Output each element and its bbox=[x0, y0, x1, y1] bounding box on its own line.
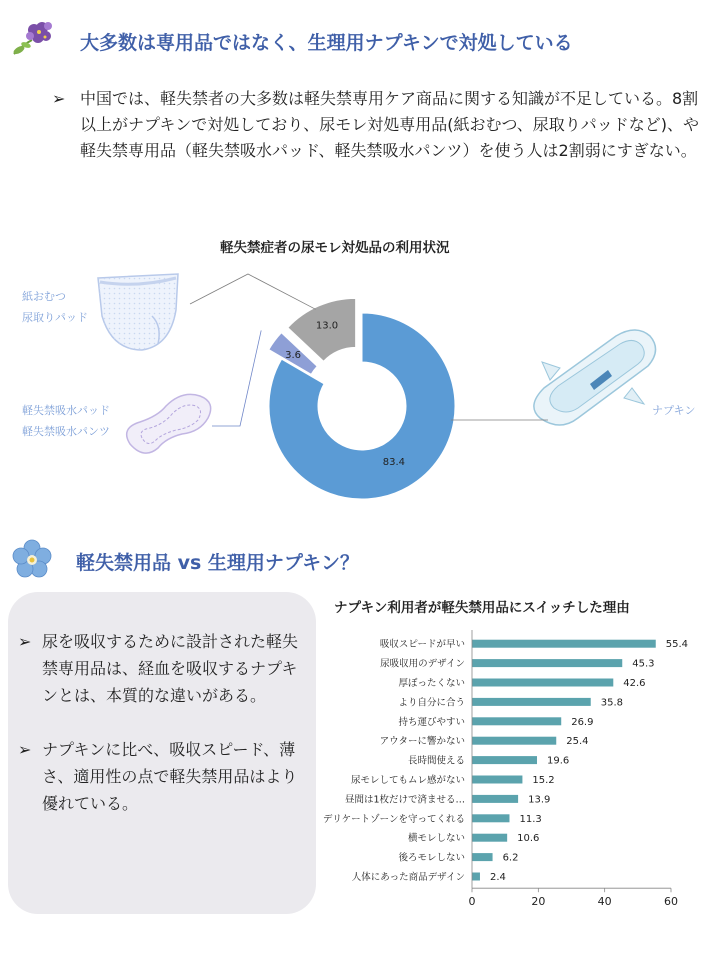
blue-flower-icon bbox=[10, 538, 54, 582]
diaper-label-line2: 尿取りパッド bbox=[22, 311, 88, 324]
incontinence-pad-label-line1: 軽失禁吸水パッド bbox=[22, 404, 110, 417]
bar bbox=[472, 776, 522, 784]
comparison-bullet-text: 尿を吸収するために設計された軽失禁専用品は、経血を吸収するナプキンとは、本質的な違いがある。 bbox=[42, 632, 299, 705]
bullet-marker: ➢ bbox=[18, 740, 32, 759]
napkin-label: ナプキン bbox=[652, 404, 696, 417]
bar-category-label: 横モレしない bbox=[407, 833, 465, 845]
donut-slice-napkin bbox=[269, 313, 455, 499]
leader-line-diaper bbox=[190, 274, 316, 309]
bar-value-label: 15.2 bbox=[532, 775, 555, 786]
bar-category-label: 尿モレしてもムレ感がない bbox=[350, 775, 465, 786]
bar-value-label: 2.4 bbox=[489, 872, 506, 883]
bar-category-label: 後ろモレしない bbox=[398, 852, 465, 864]
bar bbox=[472, 698, 591, 706]
x-tick-label: 40 bbox=[597, 895, 612, 909]
section1-bullet bbox=[52, 86, 702, 164]
bar-value-label: 11.3 bbox=[519, 813, 542, 825]
bar-value-label: 35.8 bbox=[600, 697, 624, 709]
bar-value-label: 19.6 bbox=[547, 755, 570, 767]
bar bbox=[472, 795, 518, 803]
bar bbox=[472, 640, 656, 648]
leader-line-light-incontinence bbox=[212, 330, 261, 426]
bullet-marker: ➢ bbox=[52, 89, 66, 108]
violet-flower-icon bbox=[10, 14, 58, 60]
bar-chart-title: ナプキン利用者が軽失禁用品にスイッチした理由 bbox=[334, 600, 630, 616]
bar-category-label: 昼間は1枚だけで済ませる… bbox=[344, 794, 465, 806]
section1-bullet-text: 中国では、軽失禁者の大多数は軽失禁専用ケア商品に関する知識が不足している。8割以上がナプキンで対処しており、尿モレ対処専用品(紙おむつ、尿取りパッドなど)、や軽失禁専用品（軽失禁吸水パッド、軽失禁吸水パンツ）を使う人は2割弱にすぎない。 bbox=[80, 89, 700, 160]
x-tick-label: 60 bbox=[664, 895, 678, 909]
bullet-marker: ➢ bbox=[18, 632, 32, 651]
donut-chart bbox=[0, 260, 720, 520]
bar-category-label: 吸収スピードが早い bbox=[379, 639, 465, 651]
x-tick-label: 0 bbox=[468, 895, 476, 909]
donut-value-label: 3.6 bbox=[285, 350, 302, 362]
bar-value-label: 26.9 bbox=[571, 716, 594, 728]
bar-category-label: より自分に合う bbox=[398, 697, 465, 709]
bar bbox=[472, 814, 509, 822]
bar bbox=[472, 853, 493, 861]
bar-value-label: 13.9 bbox=[528, 794, 551, 806]
donut-chart-title: 軽失禁症者の尿モレ対処品の利用状況 bbox=[220, 240, 450, 256]
bar bbox=[472, 834, 507, 842]
bar-value-label: 45.3 bbox=[632, 658, 655, 670]
comparison-bullet bbox=[18, 628, 298, 709]
bar bbox=[472, 756, 537, 764]
diaper-label-line1: 紙おむつ bbox=[22, 290, 66, 303]
bar bbox=[472, 679, 613, 687]
incontinence-pad-label-line2: 軽失禁吸水パンツ bbox=[22, 425, 110, 438]
bar-value-label: 25.4 bbox=[566, 736, 589, 748]
bar-category-label: デリケートゾーンを守ってくれる bbox=[322, 813, 465, 825]
comparison-bullet-text: ナプキンに比べ、吸収スピード、薄さ、適用性の点で軽失禁用品はより優れている。 bbox=[42, 740, 298, 813]
bar-value-label: 6.2 bbox=[502, 852, 519, 864]
bar-value-label: 10.6 bbox=[517, 833, 540, 845]
bar-chart bbox=[320, 626, 720, 936]
bar-category-label: 長時間使える bbox=[407, 755, 465, 767]
bar-category-label: 尿吸収用のデザイン bbox=[380, 658, 465, 670]
bar bbox=[472, 717, 561, 725]
bar-category-label: 厚ぼったくない bbox=[398, 678, 465, 689]
donut-value-label: 13.0 bbox=[315, 320, 339, 332]
donut-value-label: 83.4 bbox=[382, 456, 406, 468]
comparison-bullet bbox=[18, 736, 298, 817]
bar-value-label: 42.6 bbox=[623, 678, 646, 689]
section1-title: 大多数は専用品ではなく、生理用ナプキンで対処している bbox=[80, 32, 573, 54]
x-tick-label: 20 bbox=[531, 895, 546, 909]
bar-value-label: 55.4 bbox=[665, 639, 689, 651]
bar-category-label: 持ち運びやすい bbox=[398, 716, 465, 728]
section2-title: 軽失禁用品 vs 生理用ナプキン？ bbox=[76, 552, 359, 574]
comparison-box bbox=[8, 592, 316, 914]
bar-category-label: 人体にあった商品デザイン bbox=[351, 872, 465, 883]
bar bbox=[472, 873, 480, 881]
bar bbox=[472, 659, 622, 667]
bar-category-label: アウターに響かない bbox=[379, 736, 465, 748]
bar bbox=[472, 737, 556, 745]
